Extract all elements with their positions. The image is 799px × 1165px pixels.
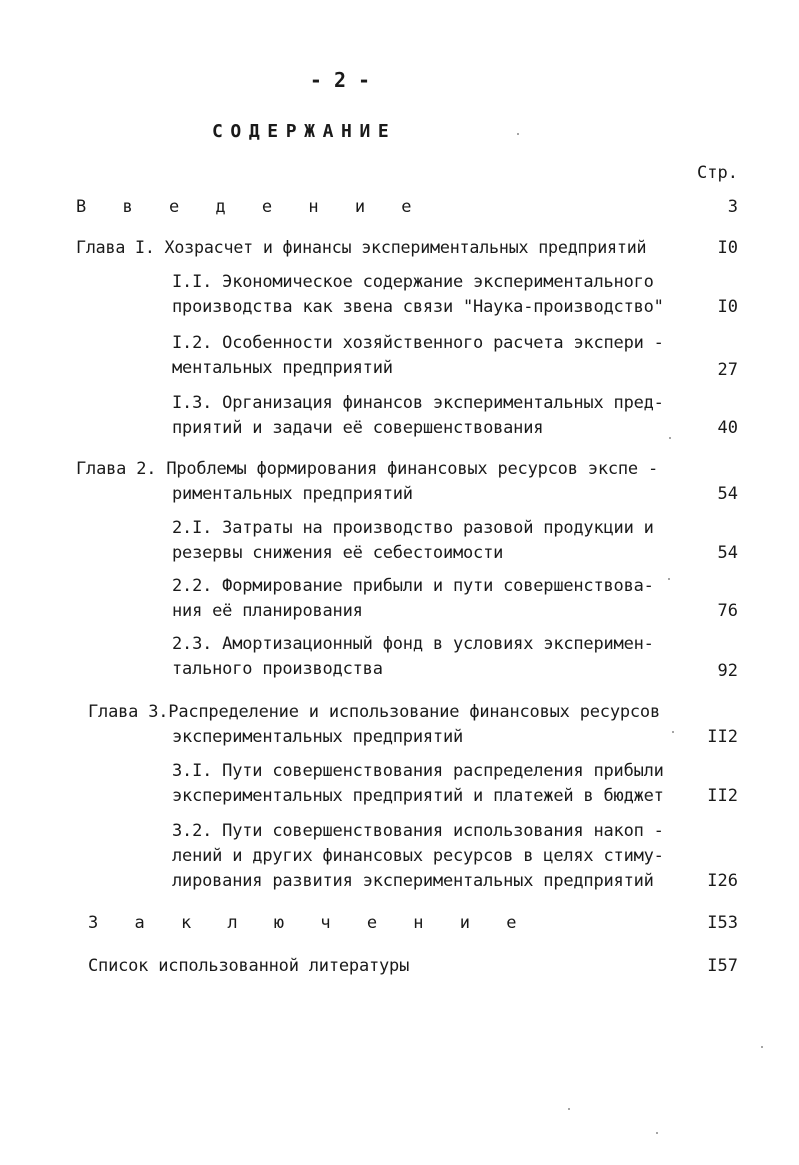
toc-page-references: I57 <box>707 956 738 976</box>
toc-entry-section-1-3-line-1: I.3. Организация финансов экспериментальных пред- <box>172 393 664 413</box>
toc-page-section-2-3: 92 <box>717 661 738 681</box>
toc-entry-chapter-1: Глава I. Хозрасчет и финансы экспериментальных предприятий <box>76 238 647 258</box>
toc-page-section-1-2: 27 <box>717 360 738 380</box>
toc-page-chapter-2: 54 <box>717 484 738 504</box>
toc-entry-section-1-2-line-2: ментальных предприятий <box>172 358 393 378</box>
toc-entry-section-3-2-line-1: 3.2. Пути совершенствования использования накоп - <box>172 821 664 841</box>
scan-speck <box>669 437 671 439</box>
toc-entry-section-1-2-line-1: I.2. Особенности хозяйственного расчета экспери - <box>172 333 664 353</box>
toc-page-chapter-3: II2 <box>707 727 738 747</box>
page-column-header: Стр. <box>697 163 738 183</box>
toc-page-introduction: 3 <box>727 197 738 217</box>
toc-entry-conclusion: З а к л ю ч е н и е <box>88 913 530 933</box>
toc-entry-section-3-2-line-2: лений и других финансовых ресурсов в целях стиму- <box>172 846 664 866</box>
toc-entry-section-1-1-line-1: I.I. Экономическое содержание экспериментального <box>172 272 654 292</box>
toc-entry-section-2-2-line-2: ния её планирования <box>172 601 363 621</box>
toc-page-section-2-2: 76 <box>717 601 738 621</box>
scan-speck <box>517 133 519 135</box>
scan-speck <box>672 731 674 733</box>
toc-entry-section-2-3-line-2: тального производства <box>172 659 383 679</box>
page-number: - 2 - <box>309 68 371 92</box>
toc-page-section-1-1: I0 <box>717 297 738 317</box>
toc-entry-section-2-2-line-1: 2.2. Формирование прибыли и пути совершенствова- <box>172 576 654 596</box>
toc-entry-section-2-1-line-1: 2.I. Затраты на производство разовой продукции и <box>172 518 654 538</box>
toc-page-section-2-1: 54 <box>717 543 738 563</box>
page-title: СОДЕРЖАНИЕ <box>212 121 397 142</box>
toc-entry-chapter-2-line-2: риментальных предприятий <box>172 484 413 504</box>
toc-entry-references: Список использованной литературы <box>88 956 410 976</box>
toc-entry-section-1-3-line-2: приятий и задачи её совершенствования <box>172 418 544 438</box>
scan-speck <box>761 1046 763 1048</box>
toc-entry-section-2-3-line-1: 2.3. Амортизационный фонд в условиях эксперимен- <box>172 634 654 654</box>
scan-speck <box>668 578 670 580</box>
toc-entry-chapter-3-line-2: экспериментальных предприятий <box>172 727 464 747</box>
toc-entry-section-3-2-line-3: лирования развития экспериментальных предприятий <box>172 871 654 891</box>
toc-page-section-1-3: 40 <box>717 418 738 438</box>
toc-entry-section-3-1-line-2: экспериментальных предприятий и платежей в бюджет <box>172 786 664 806</box>
toc-entry-section-2-1-line-2: резервы снижения её себестоимости <box>172 543 504 563</box>
toc-page-conclusion: I53 <box>707 913 738 933</box>
toc-page-section-3-2: I26 <box>707 871 738 891</box>
toc-entry-chapter-2-line-1: Глава 2. Проблемы формирования финансовых ресурсов экспе - <box>76 459 659 479</box>
toc-entry-chapter-3-line-1: Глава 3.Распределение и использование финансовых ресурсов <box>88 702 660 722</box>
toc-entry-introduction: В в е д е н и е <box>76 197 425 217</box>
toc-page-section-3-1: II2 <box>707 786 738 806</box>
toc-page-chapter-1: I0 <box>717 238 738 258</box>
scan-speck <box>568 1108 570 1110</box>
scan-speck <box>656 1132 658 1134</box>
toc-entry-section-3-1-line-1: 3.I. Пути совершенствования распределения прибыли <box>172 761 664 781</box>
toc-entry-section-1-1-line-2: производства как звена связи "Наука-производство" <box>172 297 664 317</box>
